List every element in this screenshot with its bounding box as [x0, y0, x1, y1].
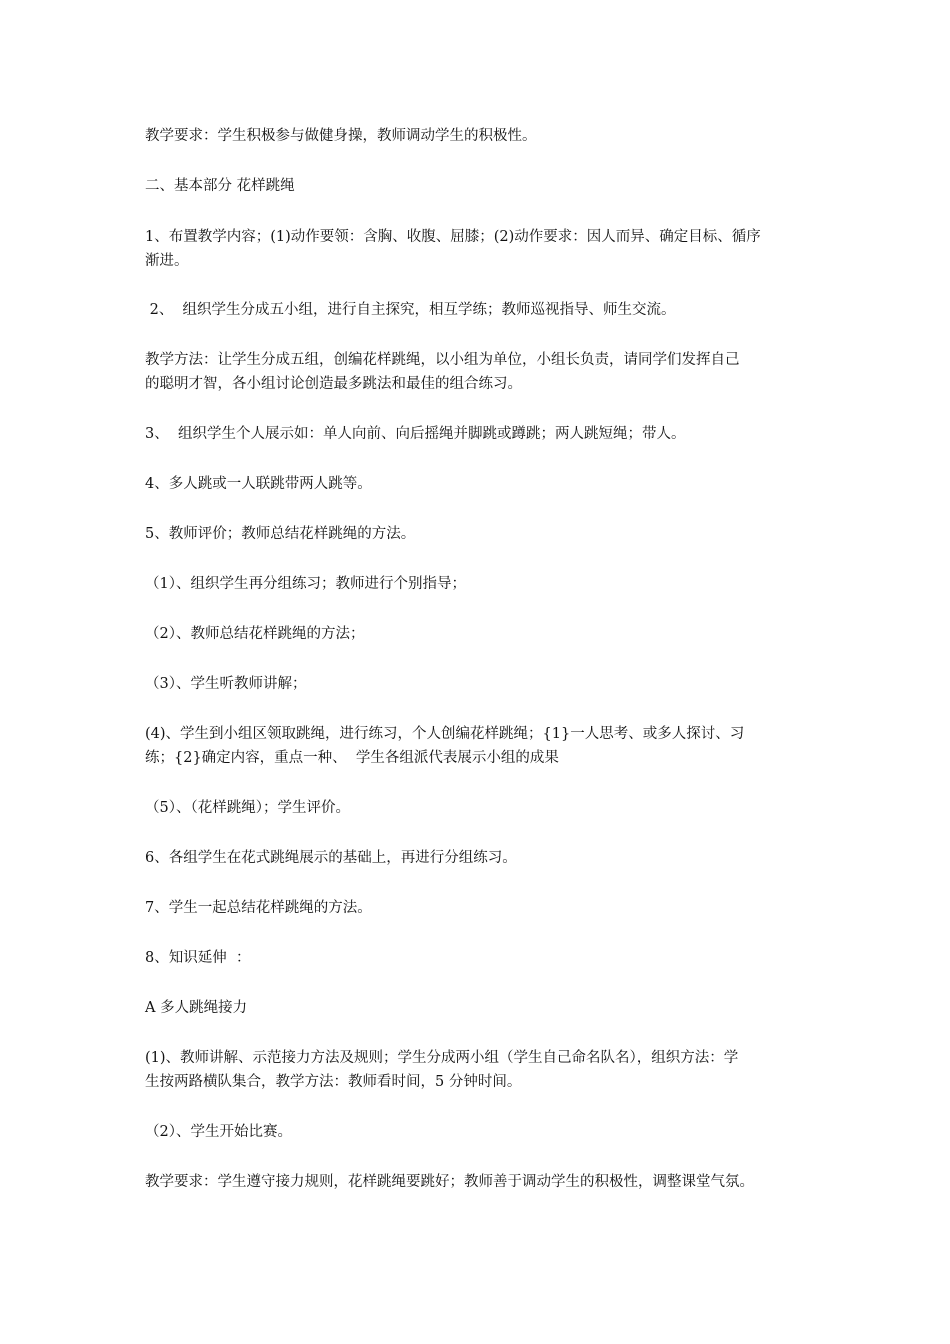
paragraph-1: [145, 124, 817, 148]
text-line: （1）、组织学生再分组练习；教师进行个别指导；: [145, 576, 466, 592]
text-line: 1、布置教学内容；(1)动作要领：含胸、收腹、屈膝；(2)动作要求：因人而异、确定目标、循序: [145, 229, 761, 245]
paragraph-17: [145, 996, 817, 1020]
text-line: 的聪明才智，各小组讨论创造最多跳法和最佳的组合练习。: [145, 376, 522, 392]
text-line: 3、 组织学生个人展示如：单人向前、向后摇绳并脚跳或蹲跳；两人跳短绳；带人。: [145, 426, 686, 442]
paragraph-19: [145, 1120, 817, 1144]
paragraph-11: [145, 672, 817, 696]
text-line: A 多人跳绳接力: [145, 1000, 248, 1016]
text-line: 8、知识延伸 ：: [145, 950, 251, 966]
paragraph-3: [145, 225, 817, 273]
paragraph-18: [145, 1046, 817, 1094]
paragraph-4: [145, 298, 817, 322]
text-line: 二、基本部分 花样跳绳: [145, 178, 295, 194]
paragraph-10: [145, 622, 817, 646]
text-line: （3）、学生听教师讲解；: [145, 676, 307, 692]
text-line: 教学方法：让学生分成五组，创编花样跳绳，以小组为单位，小组长负责，请同学们发挥自己: [145, 352, 740, 368]
text-line: (1)、教师讲解、示范接力方法及规则；学生分成两小组（学生自己命名队名），组织方法：学: [145, 1050, 739, 1066]
paragraph-9: [145, 572, 817, 596]
paragraph-13: [145, 796, 817, 820]
text-line: 生按两路横队集合，教学方法：教师看时间，5 分钟时间。: [145, 1074, 522, 1090]
text-line: 4、多人跳或一人联跳带两人跳等。: [145, 476, 372, 492]
text-line: （2）、教师总结花样跳绳的方法；: [145, 626, 365, 642]
paragraph-6: [145, 422, 817, 446]
paragraph-16: [145, 946, 817, 970]
text-line: 渐进。: [145, 253, 189, 269]
paragraph-15: [145, 896, 817, 920]
text-line: （2）、学生开始比赛。: [145, 1124, 292, 1140]
section-heading: [145, 174, 817, 198]
text-line: 教学要求：学生遵守接力规则，花样跳绳要跳好；教师善于调动学生的积极性，调整课堂气氛。: [145, 1174, 754, 1190]
text-line: 7、学生一起总结花样跳绳的方法。: [145, 900, 372, 916]
text-line: （5）、（花样跳绳）；学生评价。: [145, 800, 350, 816]
paragraph-20: [145, 1170, 817, 1194]
text-line: 2、 组织学生分成五小组，进行自主探究，相互学练；教师巡视指导、师生交流。: [145, 302, 676, 318]
text-line: (4)、学生到小组区领取跳绳，进行练习，个人创编花样跳绳；{1}一人思考、或多人探讨、习: [145, 726, 745, 742]
text-line: 练；{2}确定内容，重点一种、 学生各组派代表展示小组的成果: [145, 750, 559, 766]
paragraph-5: [145, 348, 817, 396]
text-line: 6、各组学生在花式跳绳展示的基础上，再进行分组练习。: [145, 850, 517, 866]
text-line: 5、教师评价；教师总结花样跳绳的方法。: [145, 526, 416, 542]
paragraph-7: [145, 472, 817, 496]
text-line: 教学要求：学生积极参与做健身操，教师调动学生的积极性。: [145, 128, 537, 144]
paragraph-8: [145, 522, 817, 546]
paragraph-12: [145, 722, 817, 770]
paragraph-14: [145, 846, 817, 870]
